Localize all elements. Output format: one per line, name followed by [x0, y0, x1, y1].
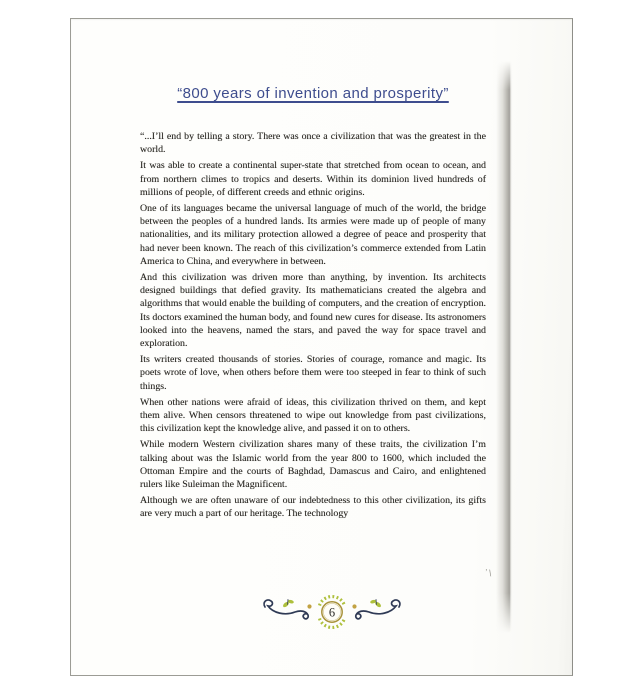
page-title: “800 years of invention and prosperity”: [177, 85, 449, 102]
paragraph: And this civilization was driven more than anything, by invention. Its architects designed buildings that defied gravity. Its mathematicians created the algebra and algorithms that would enable the building of computers, and the creation of encryption. Its doctors examined the human body, and found new cures for disease. Its astronomers looked into the heavens, named the stars, and paved the way for space travel and exploration.: [140, 272, 486, 350]
page-number: 6: [328, 605, 336, 620]
page-number-badge: [320, 597, 345, 628]
left-flourish: [264, 598, 312, 619]
page-edge-shadow: [496, 61, 513, 633]
paragraph: When other nations were afraid of ideas, this civilization thrived on them, and kept them alive. When censors threatened to wipe out knowledge from past civilizations, this civilization kept the knowledge alive, and passed it on to others.: [140, 396, 486, 435]
body-text: [140, 130, 486, 524]
paragraph: While modern Western civilization shares many of these traits, the civilization I’m talking about was the Islamic world from the year 800 to 1600, which included the Ottoman Empire and the courts of Baghdad, Damascus and Cairo, and enlightened rulers like Suleiman the Magnificent.: [140, 439, 486, 491]
right-flourish: [352, 598, 400, 619]
page-ornament: [257, 593, 407, 633]
paragraph: It was able to create a continental super-state that stretched from ocean to ocean, and from northern climes to tropics and deserts. Within its dominion lived hundreds of millions of people, of different creeds and ethnic origins.: [140, 160, 486, 198]
paragraph: Although we are often unaware of our indebtedness to this other civilization, its gifts are very much a part of our heritage. The technology: [140, 495, 486, 520]
paragraph: “...I’ll end by telling a story. There was once a civilization that was the greatest in the world.: [140, 131, 486, 156]
paragraph: Its writers created thousands of stories. Stories of courage, romance and magic. Its poets wrote of love, when others before them were too steeped in fear to think of such things.: [140, 354, 486, 392]
book-page: [70, 18, 573, 676]
paragraph: One of its languages became the universal language of much of the world, the bridge between the peoples of a hundred lands. Its armies were made up of people of many nationalities, and its military protection allowed a degree of peace and prosperity that had never been known. The reach of this civilization’s commerce extended from Latin America to China, and everywhere in between.: [140, 203, 486, 267]
pencil-mark: ʼ\: [484, 567, 494, 579]
